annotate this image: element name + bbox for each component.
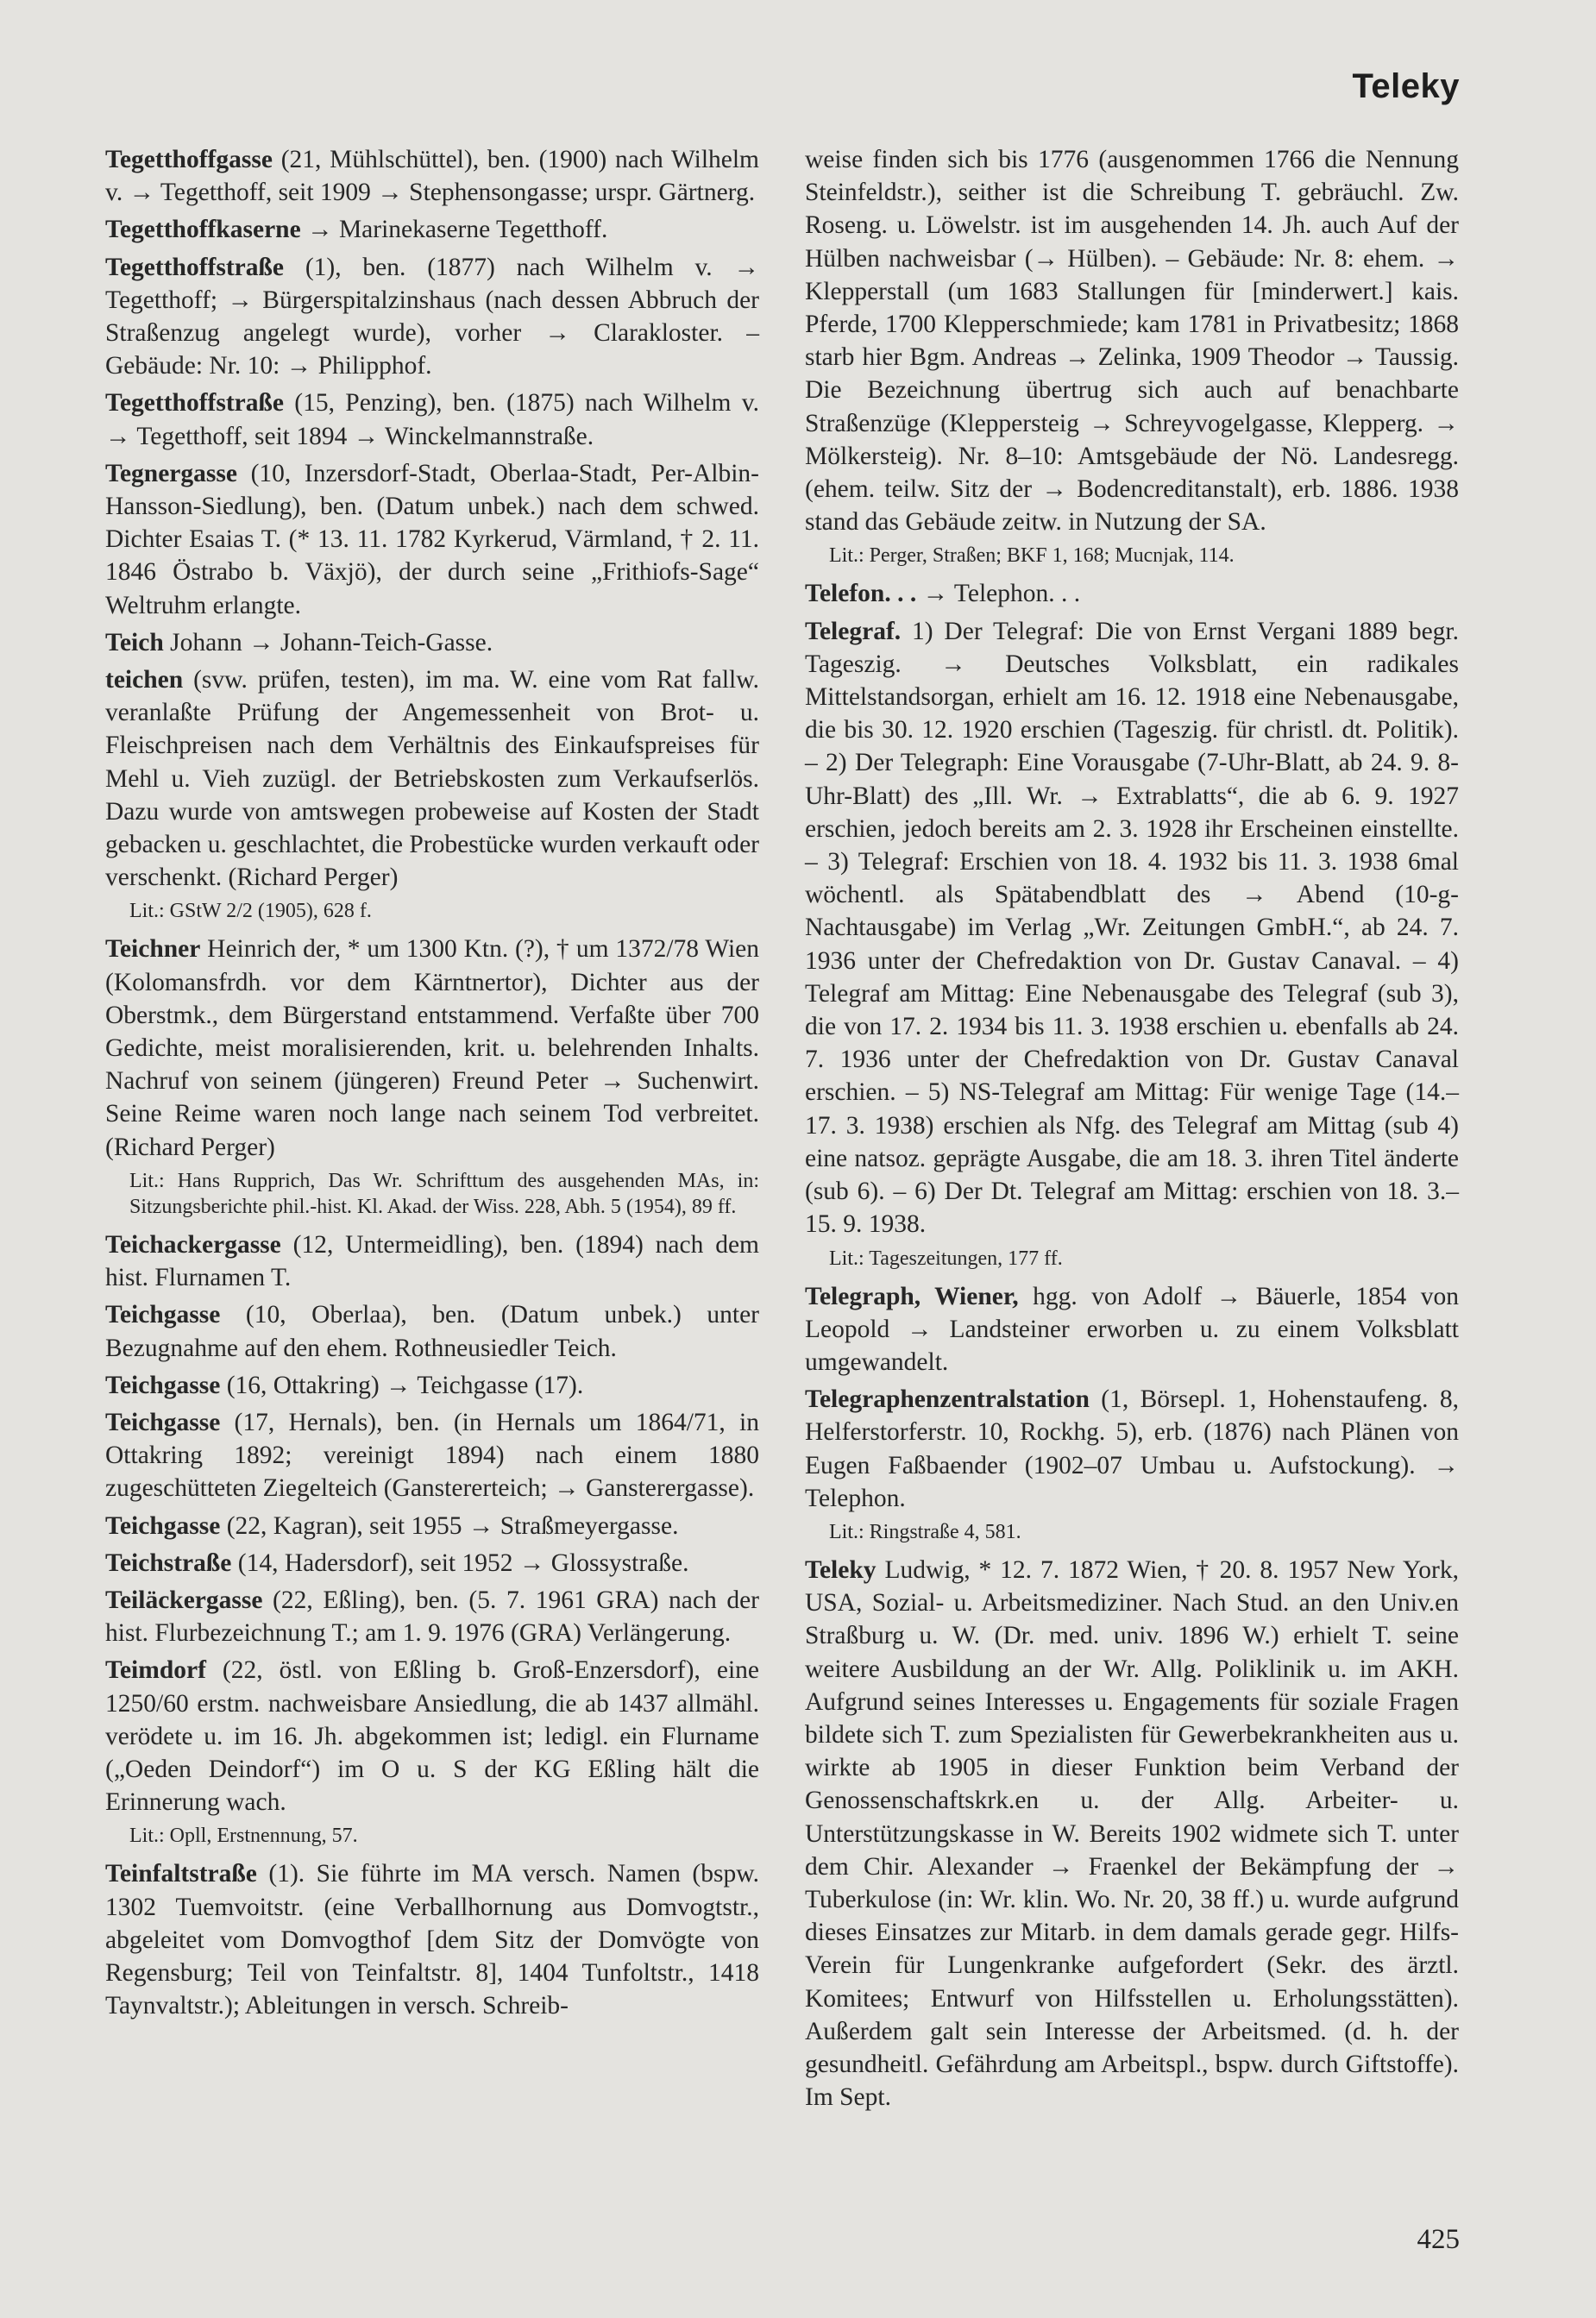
entry-text: (10, Oberlaa), ben. (Datum unbek.) unter Bezugnahme auf den ehem. Rothneusiedler Teich.: [105, 1301, 759, 1362]
entry-text: Johann → Johann-Teich-Gasse.: [163, 628, 493, 656]
entry-text: (svw. prüfen, testen), im ma. W. eine vom Rat fallw. veranlaßte Prüfung der Angemessenheit von Brot- u. Fleischpreisen nach dem Verhältnis des Einkaufspreises für Mehl u. Vieh zuzügl. der Betriebskosten zum Verkaufserlös. Dazu wurde von amtswegen probeweise auf Kosten der Stadt gebacken u. geschlachtet, die Probestücke wurden verkauft oder verschenkt. (Richard Perger): [105, 666, 759, 892]
entry-headword: Teiläckergasse: [105, 1586, 263, 1614]
page-number: 425: [1417, 2224, 1460, 2255]
dictionary-entry: [105, 143, 759, 209]
dictionary-entry: [105, 1584, 759, 1649]
entry-text: → Marinekaserne Tegetthoff.: [300, 216, 608, 244]
entry-text: Ludwig, * 12. 7. 1872 Wien, † 20. 8. 1957 New York, USA, Sozial- u. Arbeitsmediziner. Nach Stud. an den Univ.en Straßburg u. W. (Dr. med. univ. 1896 W.) erhielt T. seine weitere Ausbildung an der Wr. Allg. Poliklinik u. im AKH. Aufgrund seines Interesses u. Engagements für soziale Fragen bildete sich T. zum Spezialisten für Gewerbekrankheiten aus u. wirkte ab 1905 in dieser Funktion beim Verband der Genossenschaftskrk.en u. der Allg. Arbeiter- u. Unterstützungskasse in W. Bereits 1902 widmete sich T. unter dem Chir. Alexander → Fraenkel der Bekämpfung der → Tuberkulose (in: Wr. klin. Wo. Nr. 20, 38 ff.) u. wurde aufgrund dieses Einsatzes zur Mitarb. in dem damals gerade gegr. Hilfs-Verein für Lungenkranke aufgefordert (Sekr. des ärztl. Komitees; Entwurf von Hilfsstellen u. Erholungsstätten). Außerdem galt sein Interesse der Arbeitsmed. (d. h. der gesundheitl. Gefährdung am Arbeitspl., bspw. durch Giftstoffe). Im Sept.: [805, 1555, 1459, 2112]
entry-headword: Tegetthoffstraße: [105, 389, 285, 418]
entry-headword: Telegraphenzentralstation: [805, 1385, 1090, 1414]
dictionary-entry: [105, 213, 759, 246]
entry-text: 1) Der Telegraf: Die von Ernst Vergani 1889 begr. Tageszig. → Deutsches Volksblatt, ein radikales Mittelstandsorgan, erhielt am 16. 12. 1918 eine Nebenausgabe, die bis 30. 12. 1920 erschien (Tageszig. für christl. dt. Politik). – 2) Der Telegraph: Eine Vorausgabe (7-Uhr-Blatt, ab 24. 9. 8-Uhr-Blatt) des „Ill. Wr. → Extrablatts“, die ab 6. 9. 1927 erschien, jedoch bereits am 2. 3. 1928 ihr Erscheinen einstellte. – 3) Telegraf: Erschien von 18. 4. 1932 bis 11. 3. 1938 6mal wöchentl. als Spätabendblatt des → Abend (10-g-Nachtausgabe) im Verlag „Wr. Zeitungen GmbH.“, ab 24. 7. 1936 unter der Chefredaktion von Dr. Gustav Canaval. – 4) Telegraf am Mittag: Eine Nebenausgabe des Telegraf (sub 3), die von 17. 2. 1934 bis 11. 3. 1938 erschien u. ebenfalls ab 24. 7. 1936 unter der Chefredaktion von Dr. Gustav Canaval erschien. – 5) NS-Telegraf am Mittag: Für wenige Tage (14.–17. 3. 1938) erschien als Nfg. des Telegraf am Mittag (sub 4) eine natsoz. geprägte Ausgabe, die am 18. 3. ihren Titel änderte (sub 6). – 6) Der Dt. Telegraf am Mittag: erschien von 18. 3.–15. 9. 1938.: [805, 617, 1459, 1239]
dictionary-entry: [805, 1554, 1459, 2114]
dictionary-entry: [105, 1857, 759, 2022]
entry-headword: Telegraf.: [805, 617, 902, 645]
literature-reference: Lit.: Ringstraße 4, 581.: [829, 1520, 1021, 1543]
entry-headword: Tegetthoffgasse: [105, 146, 273, 173]
dictionary-entry: [805, 577, 1459, 610]
entry-text: weise finden sich bis 1776 (ausgenommen 1766 die Nennung Steinfeldstr.), seither ist die Schreibung T. gebräuchl. Zw. Roseng. u. Löwelstr. ist im ausgehenden 14. Jh. auch Auf der Hülben nachweisbar (→ Hülben). – Gebäude: Nr. 8: ehem. → Klepperstall (um 1683 Stallungen für [minderwert.] kais. Pferde, 1700 Klepperschmiede; kam 1781 in Privatbesitz; 1868 starb hier Bgm. Andreas → Zelinka, 1909 Theodor → Taussig. Die Bezeichnung übertrug sich auch auf benachbarte Straßenzüge (Kleppersteig → Schreyvogelgasse, Klepperg. → Mölkersteig). Nr. 8–10: Amtsgebäude der Nö. Landesregg. (ehem. teilw. Sitz der → Bodencreditanstalt), erb. 1886. 1938 stand das Gebäude zeitw. in Nutzung der SA.: [805, 146, 1459, 537]
entry-text: hgg. von Adolf → Bäuerle, 1854 von Leopold → Landsteiner erworben u. zu einem Volksblatt umgewandelt.: [805, 1282, 1459, 1376]
entry-text: (22, Eßling), ben. (5. 7. 1961 GRA) nach der hist. Flurbezeichnung T.; am 1. 9. 1976 (GRA) Verlängerung.: [105, 1586, 759, 1648]
dictionary-entry: [105, 933, 759, 1163]
entry-text: (22, östl. von Eßling b. Groß-Enzersdorf), eine 1250/60 erstm. nachweisbare Ansiedlung, die ab 1437 allmähl. verödete u. im 16. Jh. abgekommen ist; ledigl. ein Flurname („Oeden Deindorf“) im O u. S der KG Eßling hält die Erinnerung wach.: [105, 1656, 759, 1817]
dictionary-entry: [105, 1547, 759, 1580]
entry-headword: Telegraph, Wiener,: [805, 1282, 1019, 1310]
entry-headword: Teichgasse: [105, 1511, 221, 1540]
entry-headword: Teimdorf: [105, 1656, 206, 1685]
running-head: Teleky: [1352, 67, 1460, 105]
entry-headword: Teichner: [105, 935, 201, 964]
entry-headword: Teichgasse: [105, 1408, 221, 1436]
dictionary-entry: [105, 1406, 759, 1505]
dictionary-entry: [105, 1654, 759, 1819]
entry-text: (21, Mühlschüttel), ben. (1900) nach Wilhelm v. → Tegetthoff, seit 1909 → Stephensongasse; urspr. Gärtnerg.: [105, 146, 759, 207]
entry-headword: teichen: [105, 666, 184, 694]
dictionary-entry: [105, 626, 759, 659]
entry-text: Heinrich der, * um 1300 Ktn. (?), † um 1372/78 Wien (Kolomansfrdh. vor dem Kärntnertor), Dichter aus der Oberstmk., dem Bürgerstand entstammend. Verfaßte über 700 Gedichte, meist moralisierenden, krit. u. belehrenden Inhalts. Nachruf von seinem (jüngeren) Freund Peter → Suchenwirt. Seine Reime waren noch lange nach seinem Tod verbreitet. (Richard Perger): [105, 935, 759, 1161]
entry-text: (22, Kagran), seit 1955 → Straßmeyergasse.: [220, 1511, 679, 1540]
dictionary-entry: [805, 615, 1459, 1241]
dictionary-entry: [105, 457, 759, 622]
entry-headword: Tegetthoffstraße: [105, 253, 285, 281]
entry-text: (1, Börsepl. 1, Hohenstaufeng. 8, Helferstorferstr. 10, Rockhg. 5), erb. (1876) nach Plänen von Eugen Faßbaender (1902–07 Umbau u. Aufstockung). → Telephon.: [805, 1385, 1459, 1512]
entry-text: (1), ben. (1877) nach Wilhelm v. → Tegetthoff; → Bürgerspitalzinshaus (nach dessen Abbruch der Straßenzug angelegt wurde), vorher → Clarakloster. – Gebäude: Nr. 10: → Philipphof.: [105, 253, 759, 380]
literature-reference: Lit.: GStW 2/2 (1905), 628 f.: [129, 900, 372, 923]
entry-headword: Teichgasse: [105, 1301, 221, 1329]
entry-text: (10, Inzersdorf-Stadt, Oberlaa-Stadt, Per-Albin-Hansson-Siedlung), ben. (Datum unbek.) nach dem schwed. Dichter Esaias T. (* 13. 11. 1782 Kyrkerud, Värmland, † 2. 11. 1846 Östrabo b. Växjö), der durch seine „Frithiofs-Sage“ Weltruhm erlangte.: [105, 459, 759, 619]
entry-text: (17, Hernals), ben. (in Hernals um 1864/71, in Ottakring 1892; vereinigt 1894) nach einem 1880 zugeschütteten Ziegelteich (Ganstererteich; → Gansterergasse).: [105, 1408, 759, 1503]
entry-headword: Teich: [105, 628, 164, 656]
dictionary-entry: [105, 663, 759, 894]
dictionary-entry: [805, 1383, 1459, 1515]
entry-headword: Tegnergasse: [105, 459, 237, 487]
entry-headword: Teichgasse: [105, 1371, 221, 1399]
entry-text: (14, Hadersdorf), seit 1952 → Glossystraße.: [231, 1548, 689, 1577]
entry-headword: Teinfaltstraße: [105, 1860, 257, 1888]
entry-text: (1). Sie führte im MA versch. Namen (bspw. 1302 Tuemvoitstr. (eine Verballhornung aus Domvogtstr., abgeleitet vom Domvogthof [dem Sitz der Domvögte von Regensburg; Teil von Teinfaltstr. 8], 1404 Tunfoltstr., 1418 Taynvaltstr.); Ableitungen in versch. Schreib-: [105, 1860, 759, 2020]
dictionary-entry: [105, 251, 759, 383]
entry-continuation: [805, 143, 1459, 538]
entry-text: (16, Ottakring) → Teichgasse (17).: [220, 1371, 584, 1399]
entry-headword: Tegetthoffkaserne: [105, 216, 301, 244]
dictionary-entry: [805, 1280, 1459, 1379]
entry-headword: Teichstraße: [105, 1548, 232, 1577]
entry-headword: Telefon. . .: [805, 580, 917, 608]
entry-text: (15, Penzing), ben. (1875) nach Wilhelm v. → Tegetthoff, seit 1894 → Winckelmannstraße.: [105, 389, 759, 450]
entry-headword: Teleky: [805, 1555, 877, 1584]
dictionary-entry: [105, 386, 759, 452]
entry-text: → Telephon. . .: [916, 580, 1081, 608]
right-column: [805, 143, 1459, 2118]
dictionary-entry: [105, 1298, 759, 1364]
entry-text: (12, Untermeidling), ben. (1894) nach dem hist. Flurnamen T.: [105, 1230, 759, 1292]
literature-reference: Lit.: Hans Rupprich, Das Wr. Schrifttum des ausgehenden MAs, in: Sitzungsberichte phil.-hist. Kl. Akad. der Wiss. 228, Abh. 5 (1954), 89 ff.: [129, 1169, 759, 1218]
entry-headword: Teichackergasse: [105, 1230, 281, 1259]
literature-reference: Lit.: Perger, Straßen; BKF 1, 168; Mucnjak, 114.: [829, 544, 1235, 568]
literature-reference: Lit.: Tageszeitungen, 177 ff.: [829, 1247, 1063, 1270]
left-column: [105, 143, 759, 2026]
dictionary-entry: [105, 1510, 759, 1542]
literature-reference: Lit.: Opll, Erstnennung, 57.: [129, 1825, 358, 1848]
dictionary-entry: [105, 1369, 759, 1402]
dictionary-entry: [105, 1228, 759, 1294]
